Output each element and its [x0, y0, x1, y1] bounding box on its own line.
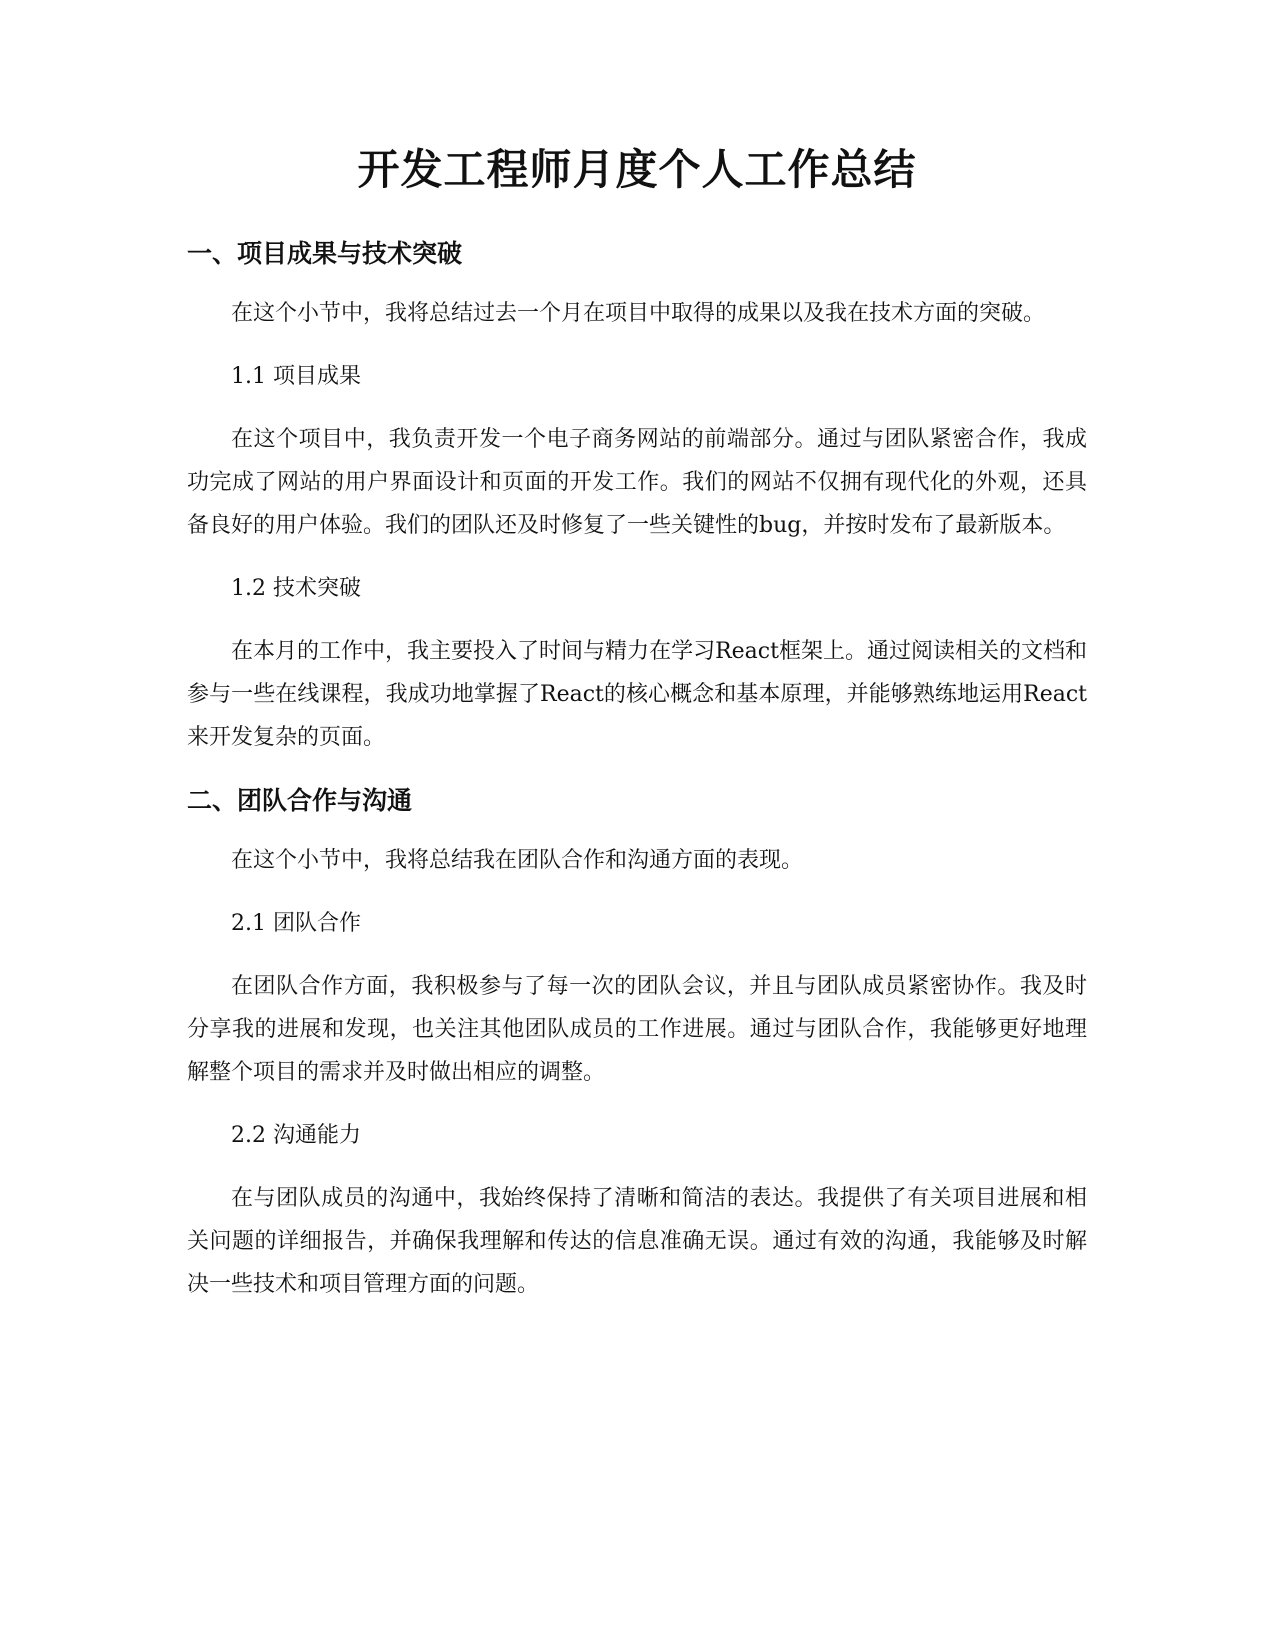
- subsection-body: 在本月的工作中，我主要投入了时间与精力在学习React框架上。通过阅读相关的文档和参与一些在线课程，我成功地掌握了React的核心概念和基本原理，并能够熟练地运用React来开发复杂的页面。: [187, 639, 1087, 750]
- document-title: 开发工程师月度个人工作总结: [357, 145, 917, 194]
- subsection-heading: 1.2 技术突破: [231, 576, 361, 601]
- subsection-heading: 2.1 团队合作: [231, 911, 361, 936]
- subsection-body: 在与团队成员的沟通中，我始终保持了清晰和简洁的表达。我提供了有关项目进展和相关问题的详细报告，并确保我理解和传达的信息准确无误。通过有效的沟通，我能够及时解决一些技术和项目管理方面的问题。: [187, 1186, 1087, 1297]
- section-teamwork: [187, 783, 1087, 1306]
- section-project-results: [187, 236, 1087, 759]
- section-heading: 一、项目成果与技术突破: [187, 239, 463, 268]
- document-content: [187, 140, 1087, 1330]
- subsection-heading: 2.2 沟通能力: [231, 1123, 361, 1148]
- subsection-body: 在这个项目中，我负责开发一个电子商务网站的前端部分。通过与团队紧密合作，我成功完成了网站的用户界面设计和页面的开发工作。我们的网站不仅拥有现代化的外观，还具备良好的用户体验。我们的团队还及时修复了一些关键性的bug，并按时发布了最新版本。: [187, 427, 1087, 538]
- section-intro: 在这个小节中，我将总结过去一个月在项目中取得的成果以及我在技术方面的突破。: [231, 301, 1046, 326]
- subsection-body: 在团队合作方面，我积极参与了每一次的团队会议，并且与团队成员紧密协作。我及时分享我的进展和发现，也关注其他团队成员的工作进展。通过与团队合作，我能够更好地理解整个项目的需求并及时做出相应的调整。: [187, 974, 1087, 1085]
- subsection-heading: 1.1 项目成果: [231, 364, 361, 389]
- section-heading: 二、团队合作与沟通: [187, 786, 413, 815]
- section-intro: 在这个小节中，我将总结我在团队合作和沟通方面的表现。: [231, 848, 804, 873]
